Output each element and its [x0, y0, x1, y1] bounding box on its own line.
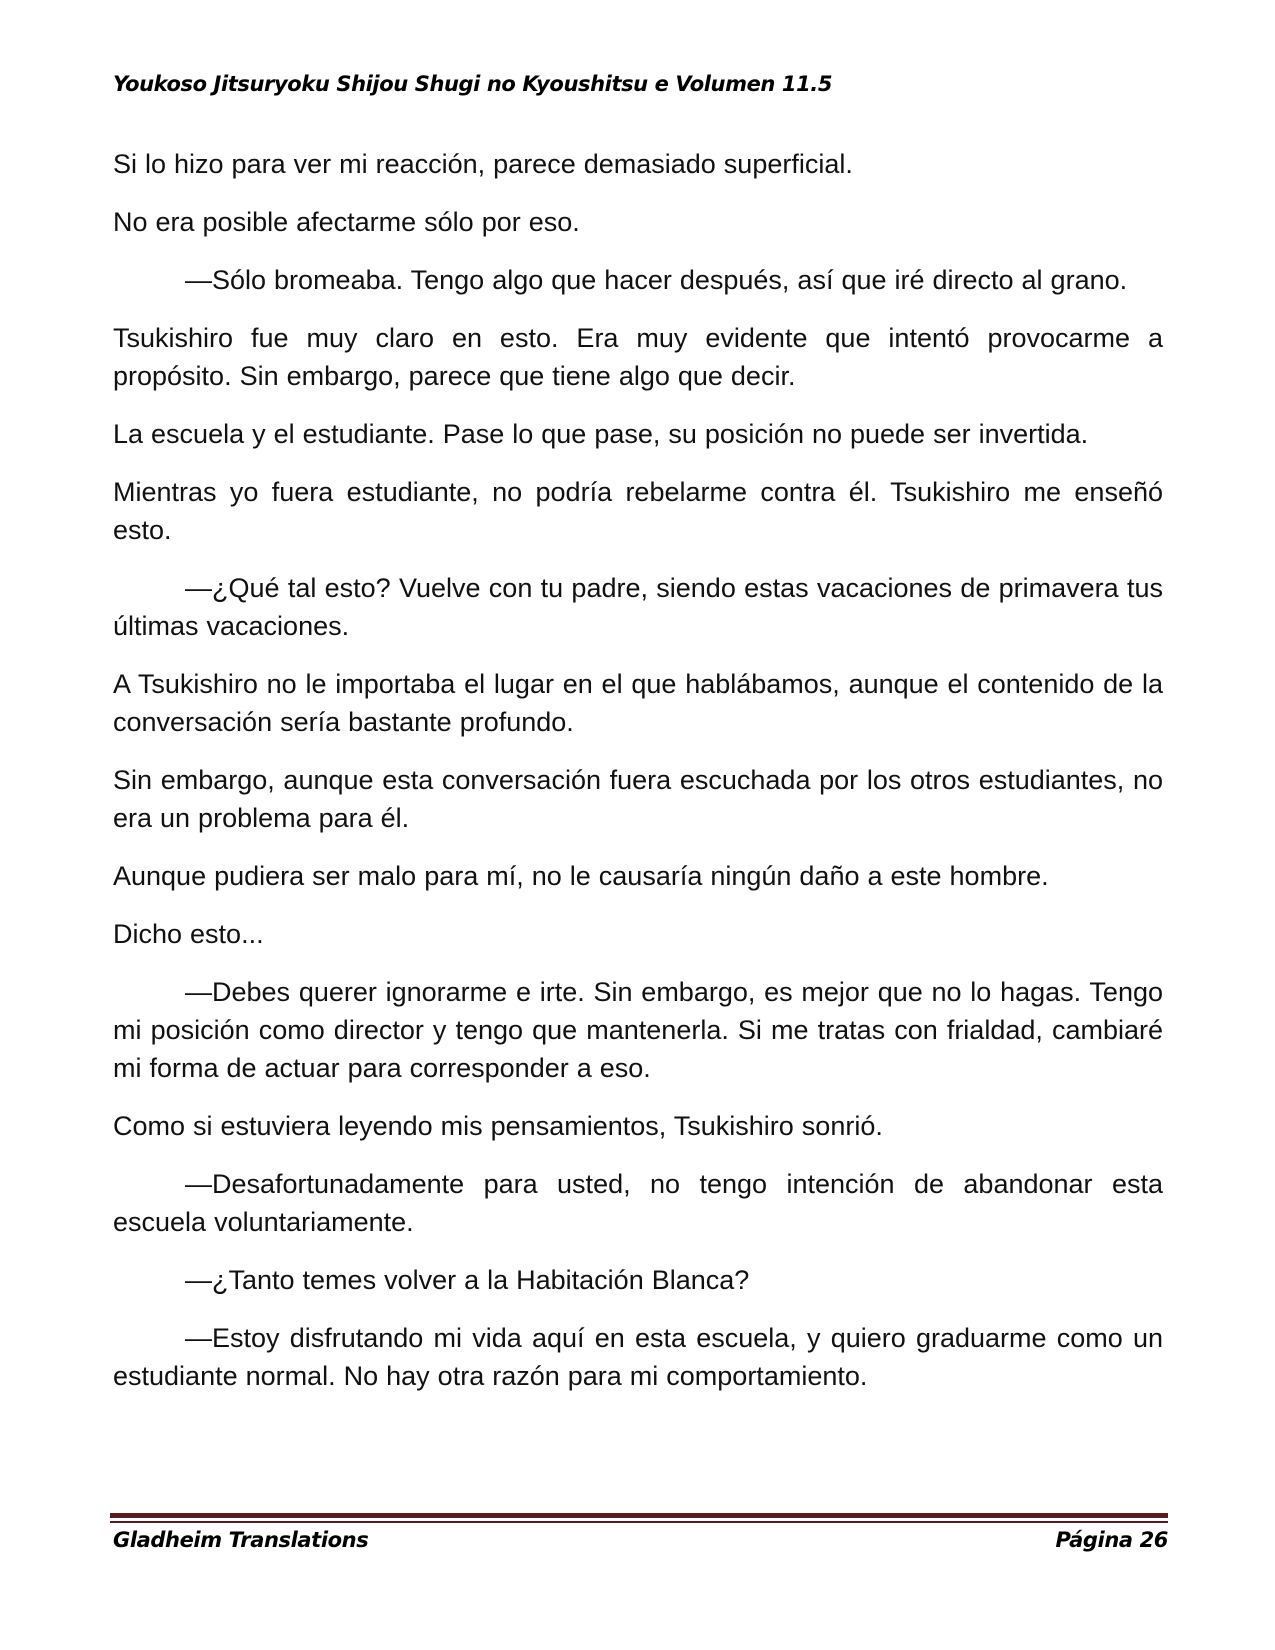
dialog-paragraph: —¿Qué tal esto? Vuelve con tu padre, siendo estas vacaciones de primavera tus últimas vacaciones.	[113, 573, 1163, 641]
paragraph: Como si estuviera leyendo mis pensamientos, Tsukishiro sonrió.	[113, 1111, 883, 1141]
dialog-paragraph: —Debes querer ignorarme e irte. Sin embargo, es mejor que no lo hagas. Tengo mi posición como director y tengo que mantenerla. Si me tratas con frialdad, cambiaré mi forma de actuar para corresponder a eso.	[113, 977, 1163, 1083]
paragraph: Mientras yo fuera estudiante, no podría rebelarme contra él. Tsukishiro me enseñó esto.	[113, 477, 1163, 545]
footer-translator: Gladheim Translations	[113, 1528, 369, 1552]
paragraph: No era posible afectarme sólo por eso.	[113, 207, 580, 237]
dialog-paragraph: —¿Tanto temes volver a la Habitación Blanca?	[185, 1265, 750, 1295]
paragraph: A Tsukishiro no le importaba el lugar en el que hablábamos, aunque el contenido de la conversación sería bastante profundo.	[113, 669, 1163, 737]
paragraph: Si lo hizo para ver mi reacción, parece demasiado superficial.	[113, 149, 853, 179]
footer-divider-thin	[110, 1521, 1168, 1523]
dialog-paragraph: —Sólo bromeaba. Tengo algo que hacer después, así que iré directo al grano.	[185, 265, 1128, 295]
paragraph: Dicho esto...	[113, 919, 264, 949]
dialog-paragraph: —Estoy disfrutando mi vida aquí en esta escuela, y quiero graduarme como un estudiante normal. No hay otra razón para mi comportamiento.	[113, 1323, 1163, 1391]
paragraph: Aunque pudiera ser malo para mí, no le causaría ningún daño a este hombre.	[113, 861, 1049, 891]
page-body	[113, 145, 1163, 1415]
footer-divider-thick	[110, 1513, 1168, 1518]
paragraph: Tsukishiro fue muy claro en esto. Era muy evidente que intentó provocarme a propósito. Sin embargo, parece que tiene algo que decir.	[113, 323, 1163, 391]
paragraph: La escuela y el estudiante. Pase lo que pase, su posición no puede ser invertida.	[113, 419, 1089, 449]
paragraph: Sin embargo, aunque esta conversación fuera escuchada por los otros estudiantes, no era un problema para él.	[113, 765, 1163, 833]
page-header-title: Youkoso Jitsuryoku Shijou Shugi no Kyoushitsu e Volumen 11.5	[113, 72, 833, 96]
footer-page-number: Página 26	[1055, 1528, 1168, 1552]
dialog-paragraph: —Desafortunadamente para usted, no tengo intención de abandonar esta escuela voluntariamente.	[113, 1169, 1163, 1237]
